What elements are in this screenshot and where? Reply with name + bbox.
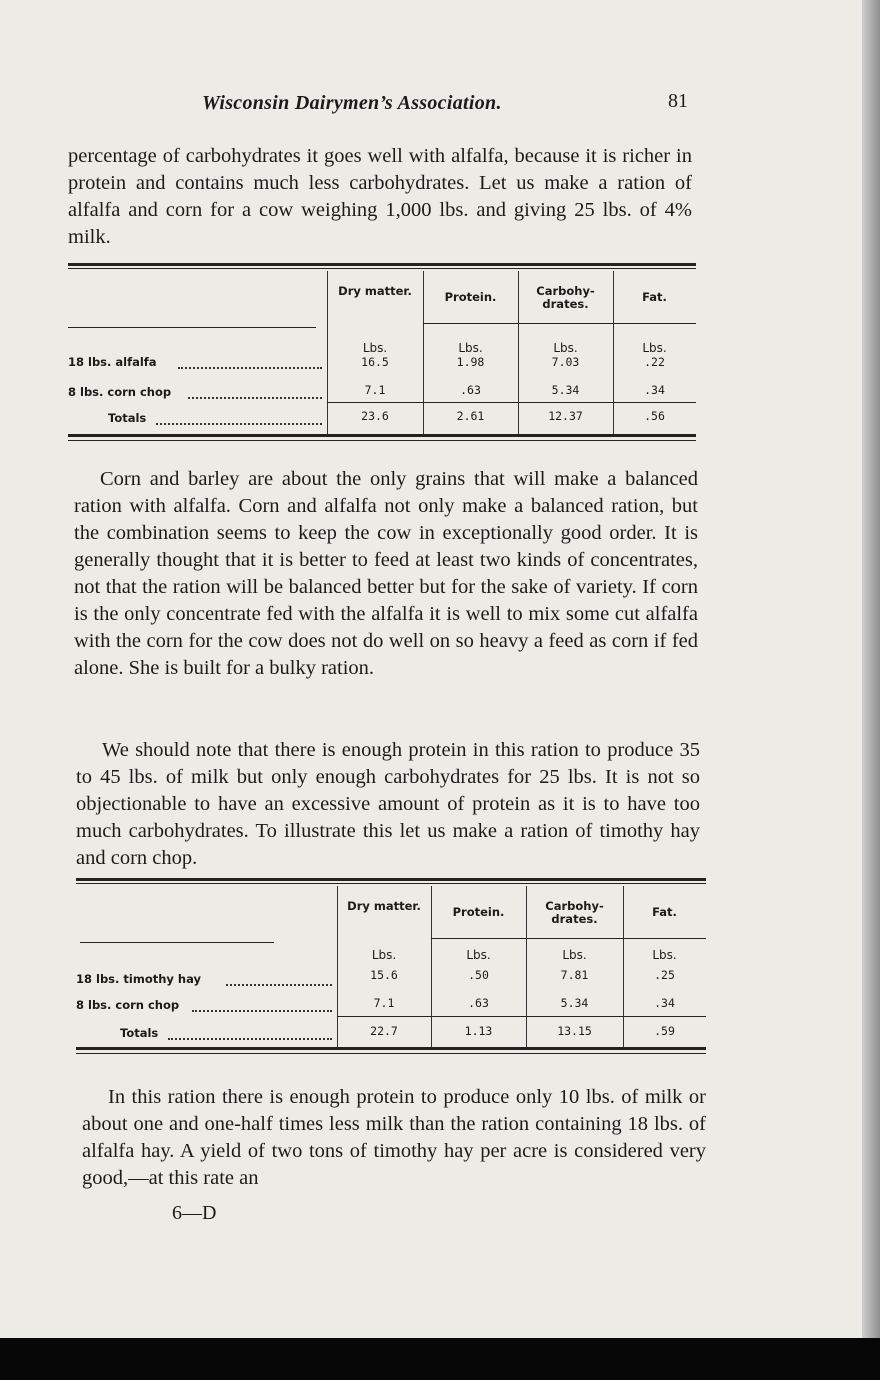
table-cell: .25 bbox=[654, 968, 675, 982]
row-label-totals: Totals bbox=[120, 1026, 159, 1040]
table-cell: .50 bbox=[468, 968, 489, 982]
unit-label: Lbs. bbox=[642, 341, 667, 355]
table-cell: 16.5 bbox=[361, 355, 389, 369]
table-cell: .63 bbox=[460, 383, 481, 397]
unit-label: Lbs. bbox=[362, 341, 388, 355]
unit-label: Lbs. bbox=[553, 341, 578, 355]
column-header-carbohydrates: Carbohy-drates. bbox=[545, 899, 604, 926]
table-cell: .34 bbox=[644, 383, 665, 397]
table-cell: 5.34 bbox=[560, 996, 589, 1010]
column-header-protein: Protein. bbox=[452, 905, 505, 919]
row-label: 18 lbs. timothy hay bbox=[76, 972, 201, 986]
row-label-totals: Totals bbox=[108, 411, 147, 425]
table-cell: 15.6 bbox=[370, 968, 398, 982]
column-header-protein: Protein. bbox=[444, 290, 497, 304]
unit-label: Lbs. bbox=[562, 948, 587, 962]
table-cell: 22.7 bbox=[370, 1024, 398, 1038]
scan-bottom-border bbox=[0, 1338, 880, 1380]
page-edge-shadow bbox=[862, 0, 880, 1338]
table-cell: 7.1 bbox=[364, 383, 386, 397]
table-cell: .22 bbox=[644, 355, 665, 369]
row-label: 18 lbs. alfalfa bbox=[68, 355, 157, 369]
column-header-fat: Fat. bbox=[652, 905, 677, 919]
table-cell: 5.34 bbox=[551, 383, 580, 397]
paragraph-intro: percentage of carbohydrates it goes well with alfalfa, because it is richer in protein and contains much less carbohydrates. Let us make a ration of alfalfa and corn for a cow weighing 1,000 lbs. and giving 25 lbs. of 4% milk. bbox=[68, 145, 692, 248]
table-cell: 1.98 bbox=[456, 355, 485, 369]
unit-label: Lbs. bbox=[652, 948, 677, 962]
column-header-dry-matter: Dry matter. bbox=[338, 284, 412, 298]
table-cell: 7.81 bbox=[560, 968, 589, 982]
table-cell: 7.03 bbox=[551, 355, 580, 369]
unit-label: Lbs. bbox=[466, 948, 491, 962]
ration-table-timothy bbox=[76, 878, 706, 1056]
page-number: 81 bbox=[668, 90, 688, 112]
column-header-dry-matter: Dry matter. bbox=[347, 899, 421, 913]
unit-label: Lbs. bbox=[371, 948, 397, 962]
unit-label: Lbs. bbox=[458, 341, 483, 355]
running-header-title: Wisconsin Dairymen’s Association. bbox=[202, 92, 502, 114]
table-cell: .63 bbox=[468, 996, 489, 1010]
table-cell: 13.15 bbox=[557, 1024, 592, 1038]
table-cell: 1.13 bbox=[464, 1024, 493, 1038]
row-label: 8 lbs. corn chop bbox=[76, 998, 180, 1012]
table-cell: .34 bbox=[654, 996, 675, 1010]
signature-mark: 6—D bbox=[172, 1202, 217, 1224]
column-header-fat: Fat. bbox=[642, 290, 667, 304]
table-cell: 12.37 bbox=[548, 409, 583, 423]
table-cell: 23.6 bbox=[361, 409, 389, 423]
paragraph-corn-barley: Corn and barley are about the only grains that will make a balanced ration with alfalfa. Corn and alfalfa not only make a balanced ration, but the combination seems to keep the cow in exceptionally good order. It is generally thought that it is better to feed at least two kinds of concentrates, not that the ration will be balanced better but for the sake of variety. If corn is the only concentrate fed with the alfalfa it is well to mix some cut alfalfa with the corn for the cow does not do well on so heavy a feed as corn if fed alone. She is built for a bulky ration. bbox=[74, 468, 698, 679]
column-header-carbohydrates: Carbohy-drates. bbox=[536, 284, 595, 311]
table-cell: 2.61 bbox=[456, 409, 485, 423]
row-label: 8 lbs. corn chop bbox=[68, 385, 172, 399]
table-cell: .59 bbox=[654, 1024, 675, 1038]
ration-table-alfalfa bbox=[68, 263, 696, 443]
paragraph-timothy-result: In this ration there is enough protein to produce only 10 lbs. of milk or about one and one-half times less milk than the ration containing 18 lbs. of alfalfa hay. A yield of two tons of timothy hay per acre is considered very good,—at this rate an bbox=[82, 1086, 706, 1189]
paragraph-protein-note: We should note that there is enough protein in this ration to produce 35 to 45 lbs. of milk but only enough carbohydrates for 25 lbs. It is not so objectionable to have an excessive amount of protein as it is to have too much carbohydrates. To illustrate this let us make a ration of timothy hay and corn chop. bbox=[76, 739, 700, 869]
table-cell: .56 bbox=[644, 409, 665, 423]
table-cell: 7.1 bbox=[373, 996, 395, 1010]
